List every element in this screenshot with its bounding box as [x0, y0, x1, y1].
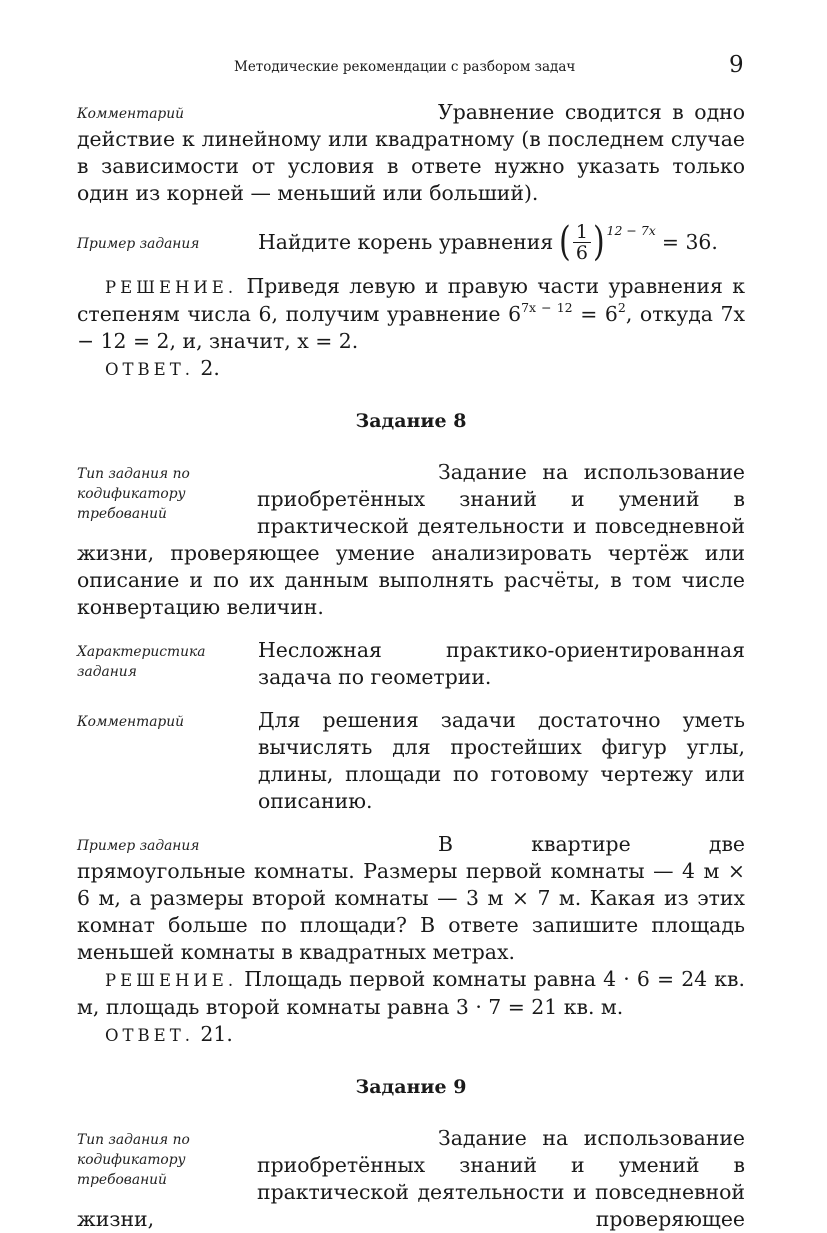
- fraction-denominator: 6: [575, 241, 588, 264]
- task9-type-block: [77, 1125, 745, 1233]
- task8-char-block: [77, 637, 745, 691]
- solution-word: РЕШЕНИЕ.: [105, 278, 238, 297]
- task8-example-text: В квартире две прямоугольные комнаты. Размеры первой комнаты — 4 м × 6 м, а размеры второй комнаты — 3 м × 7 м. Какая из этих комнат больше по площади? В ответе запишите площадь меньшей комнаты в квадратных метрах.: [77, 832, 745, 964]
- solution-part3: , откуда 7x − 12 = 2, и, значит, x = 2.: [77, 302, 745, 353]
- task8-example-block: [77, 831, 745, 966]
- task8-comment-label: Комментарий: [77, 714, 185, 730]
- example-equation: [258, 215, 718, 269]
- page-content: [77, 99, 745, 1233]
- example-prefix: Найдите корень уравнения: [258, 229, 554, 254]
- solution-part2: = 6: [572, 302, 618, 326]
- task8-example-label: Пример задания: [77, 838, 200, 854]
- task8-type-text: Задание на использование приобретённых знаний и умений в практической деятельности и повседневной жизни, проверяющее умение анализировать чертёж или описание и по их данным выполнять расчёты, в том числе конвертацию величин.: [77, 460, 745, 619]
- running-header-title: Методические рекомендации с разбором задач: [234, 59, 576, 75]
- task8-comment-block: [77, 707, 745, 815]
- task9-heading: Задание 9: [355, 1076, 467, 1098]
- solution-exp2: 2: [617, 300, 626, 315]
- task8-heading: Задание 8: [355, 410, 467, 432]
- intro-comment-text: Уравнение сводится в одно действие к линейному или квадратному (в последнем случае в зависимости от условия в ответе нужно указать только один из корней — меньший или больший).: [77, 100, 745, 205]
- intro-answer: [77, 355, 745, 383]
- solution-part1: Приведя левую и правую части уравнения к степеням числа 6, получим уравнение 6: [77, 274, 745, 326]
- page-number: 9: [729, 52, 744, 78]
- task8-type-block: [77, 459, 745, 621]
- answer-word: ОТВЕТ.: [105, 360, 194, 379]
- equation-exponent: 12 − 7x: [606, 223, 656, 238]
- answer-value: 2.: [193, 356, 220, 380]
- example-suffix: = 36.: [661, 229, 718, 254]
- intro-example-label: Пример задания: [77, 236, 200, 252]
- solution-exp1: 7x − 12: [521, 300, 573, 315]
- task8-char-label: Характеристика задания: [77, 644, 206, 680]
- task8-answer-value: 21.: [193, 1022, 233, 1046]
- task8-solution-word: РЕШЕНИЕ.: [105, 971, 238, 990]
- task8-solution-text: Площадь первой комнаты равна 4 · 6 = 24 кв. м, площадь второй комнаты равна 3 · 7 = 21 кв. м.: [77, 967, 745, 1019]
- intro-comment-block: [77, 99, 745, 207]
- task9-type-label: Тип задания по кодификатору требований: [77, 1132, 190, 1188]
- task8-solution: [77, 966, 745, 1021]
- left-paren: (: [559, 219, 571, 265]
- task8-answer-word: ОТВЕТ.: [105, 1026, 194, 1045]
- task9-type-text: Задание на использование приобретённых знаний и умений в практической деятельности и повседневной жизни, проверяющее: [77, 1126, 745, 1231]
- task8-answer: [77, 1021, 745, 1049]
- task8-comment-text: Для решения задачи достаточно уметь вычислять для простейших фигур углы, длины, площади по готовому чертежу или описанию.: [258, 708, 745, 813]
- fraction-numerator: 1: [573, 222, 591, 243]
- intro-comment-label: Комментарий: [77, 106, 185, 122]
- right-paren: ): [592, 219, 605, 265]
- running-header: [0, 52, 827, 78]
- intro-solution: [77, 273, 745, 355]
- task8-type-label: Тип задания по кодификатору требований: [77, 466, 190, 522]
- intro-example-block: [77, 215, 745, 269]
- fraction: [573, 222, 591, 263]
- task8-char-text: Несложная практико-ориентированная задача по геометрии.: [258, 638, 745, 689]
